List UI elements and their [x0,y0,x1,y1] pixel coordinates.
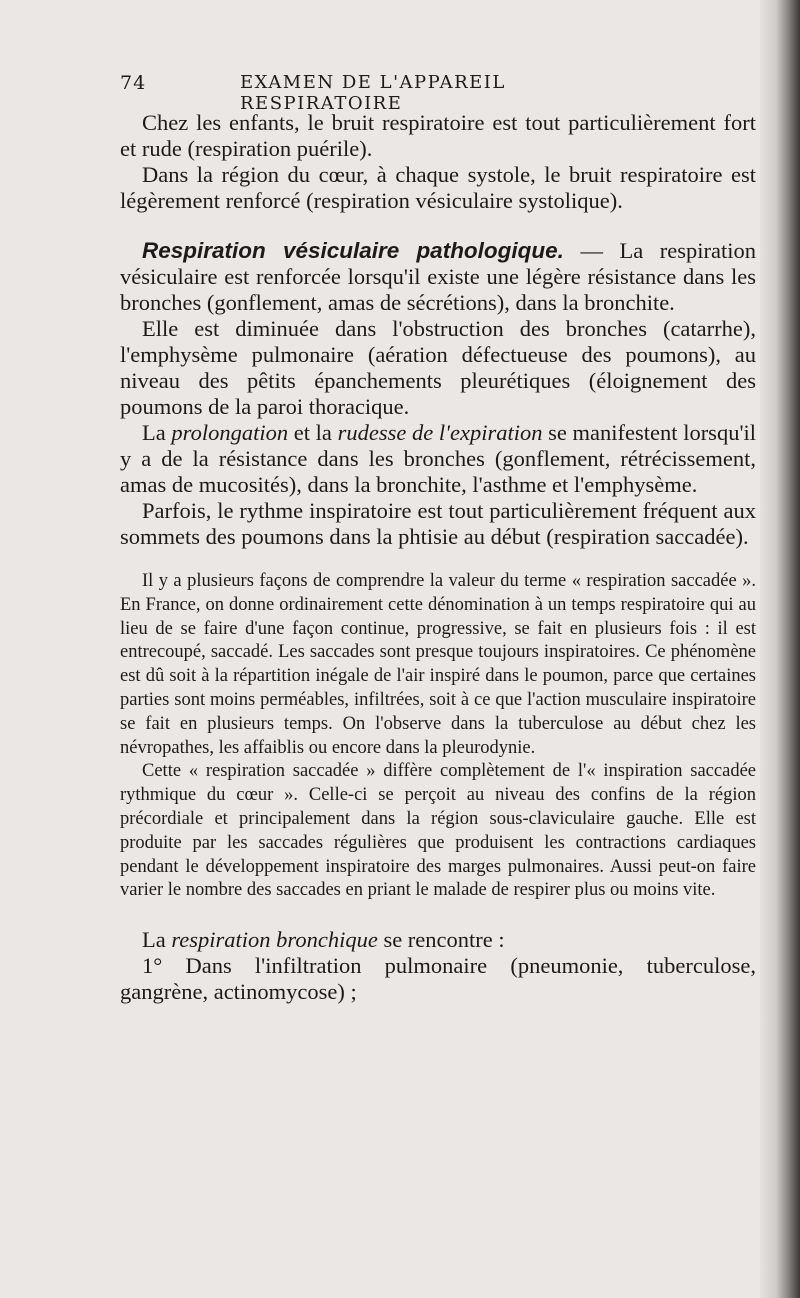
running-title: EXAMEN DE L'APPAREIL RESPIRATOIRE [240,72,506,114]
paragraph [120,927,756,953]
text-run: et la [288,420,338,445]
text-run: La [142,927,172,953]
paragraph: Parfois, le rythme inspiratoire est tout particulièrement fréquent aux sommets des poumons dans la phtisie au début (respiration saccadée). [120,498,756,549]
list-item: 1° Dans l'infiltration pulmonaire (pneumonie, tuberculose, gangrène, actinomycose) ; [120,953,756,1005]
italic-term: rudesse de l'expiration [337,420,543,445]
paragraph [120,420,756,498]
page-edge-shadow [760,0,800,1298]
note-paragraph: Cette « respiration saccadée » diffère complètement de l'« inspiration saccadée rythmique du cœur ». Celle-ci se perçoit au niveau des confins de la région précordiale et principalement dans la région sous-claviculaire gauche. Elle est produite par les saccades régulières que produisent les contractions cardiaques pendant le développement inspiratoire des marges pulmonaires. Aussi peut-on faire varier le nombre des saccades en priant le malade de respirer plus ou moins vite. [120,761,756,901]
paragraph: Elle est diminuée dans l'obstruction des bronches (catarrhe), l'emphysème pulmonaire (aération défectueuse des poumons), au niveau des pêtits épanchements pleurétiques (éloignement des poumons de la paroi thoracique. [120,316,756,419]
small-print-note [120,570,756,903]
paragraph: Dans la région du cœur, à chaque systole, le bruit respiratoire est légèrement renforcé (respiration vésiculaire systolique). [120,162,756,213]
text-run: se rencontre : [377,927,505,953]
note-paragraph: Il y a plusieurs façons de comprendre la valeur du terme « respiration saccadée ». En France, on donne ordinairement cette dénomination à un temps respiratoire qui au lieu de se faire d'une façon continue, progressive, se fait en plusieurs fois : il est entrecoupé, saccadé. Les saccades sont presque toujours inspiratoires. Ce phénomène est dû soit à la répartition inégale de l'air inspiré dans le poumon, parce que certaines parties sont moins perméables, infiltrées, soit à ce que l'action musculaire inspiratoire se fait en plusieurs temps. On l'observe dans la tuberculose au début chez les névropathes, les affaiblis ou encore dans la pleurodynie. [120,571,756,758]
section-heading: Respiration vésiculaire pathologique. [142,238,564,263]
section-paragraph [120,238,756,316]
italic-term: prolongation [171,420,289,445]
italic-term: respiration bronchique [171,927,378,953]
text-run: se manifestent lorsqu'il y a de la résistance dans les bronches (gonflement, rétrécissement, amas de mucosités), dans la bronchite, l'asthme et l'emphysème. [120,420,756,497]
page-header [120,72,660,114]
page-number: 74 [120,72,147,94]
paragraph-text: — La respiration vésiculaire est renforcée lorsqu'il existe une légère résistance dans les bronches (gonflement, amas de sécrétions), dans la bronchite. [120,238,756,315]
paragraph: Chez les enfants, le bruit respiratoire est tout particulièrement fort et rude (respiration puérile). [120,110,756,161]
bronchial-section [120,927,756,1005]
body-text [120,110,756,1005]
text-run: La [142,420,172,445]
